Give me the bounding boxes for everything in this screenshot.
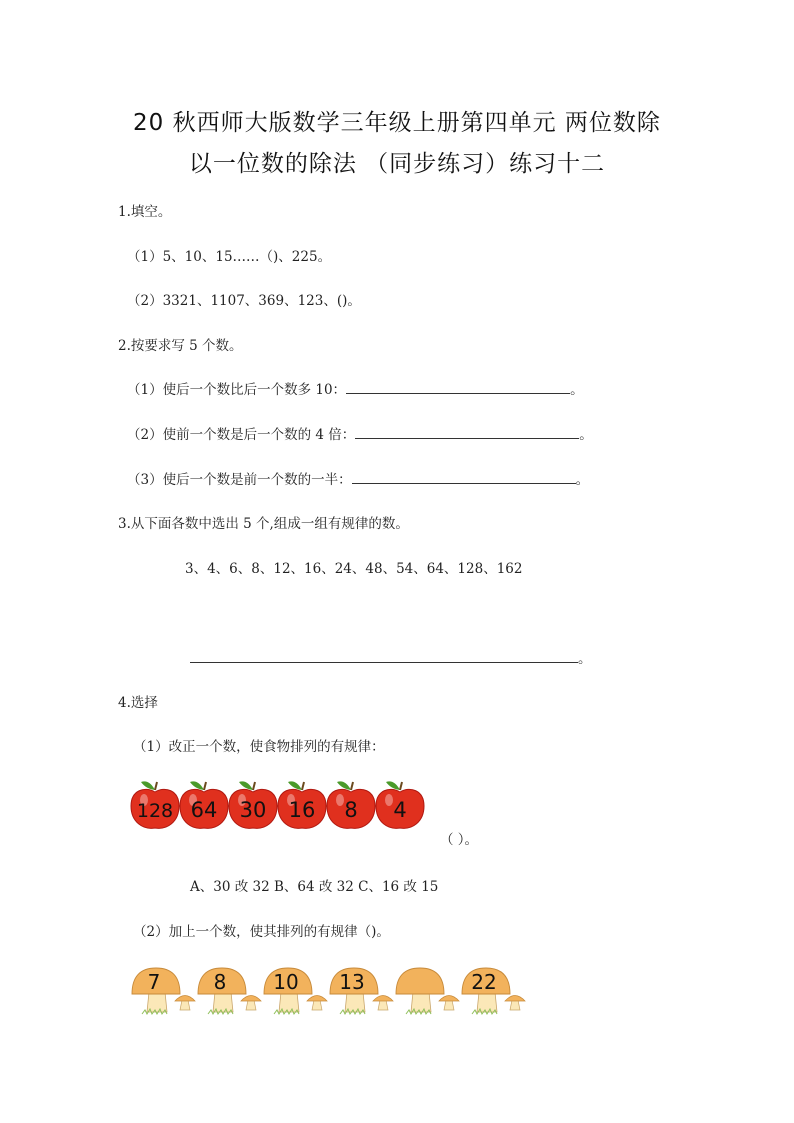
q2-item-2-text: （2）使前一个数是后一个数的 4 倍： — [127, 427, 356, 443]
q4-heading: 4.选择 — [118, 695, 158, 711]
apple-shine — [385, 794, 393, 806]
title-line-2: 以一位数的除法 （同步练习）练习十二 — [188, 151, 606, 177]
q2-answer-blank-1[interactable] — [346, 379, 570, 394]
mushroom-1 — [198, 968, 261, 1014]
apple-stem-icon — [400, 782, 402, 790]
q1-item-2: （2）3321、1107、369、123、()。 — [127, 293, 361, 309]
apple-number: 30 — [239, 798, 267, 822]
small-mushroom-stem-icon — [246, 1000, 256, 1010]
mushroom-sequence — [130, 962, 540, 1018]
q2-item-3-text: （3）使后一个数是前一个数的一半： — [127, 472, 352, 488]
apple-stem-icon — [351, 782, 353, 790]
apple-stem-icon — [302, 782, 304, 790]
apple-3 — [278, 781, 326, 828]
q4-part1-prompt: （1）改正一个数，使食物排列的有规律： — [133, 739, 385, 755]
apple-stem-icon — [155, 782, 157, 790]
q2-answer-blank-2[interactable] — [355, 424, 579, 439]
apple-leaf-icon — [190, 781, 204, 790]
mushroom-number: 10 — [273, 970, 299, 994]
apple-leaf-icon — [288, 781, 302, 790]
q2-item-1-text: （1）使后一个数比后一个数多 10： — [127, 382, 347, 398]
apple-number: 128 — [136, 800, 174, 822]
small-mushroom-cap-icon — [373, 996, 393, 1002]
mushroom-number: 22 — [471, 970, 497, 994]
mushroom-number: 13 — [339, 970, 365, 994]
q4-part1-options: A、30 改 32 B、64 改 32 C、16 改 15 — [190, 879, 439, 895]
mushroom-3 — [330, 968, 393, 1014]
apple-leaf-icon — [141, 781, 155, 790]
q2-heading: 2.按要求写 5 个数。 — [118, 338, 243, 354]
small-mushroom-stem-icon — [180, 1000, 190, 1010]
small-mushroom-cap-icon — [439, 996, 459, 1002]
apple-stem-icon — [253, 782, 255, 790]
mushroom-0 — [132, 968, 195, 1014]
apple-leaf-icon — [386, 781, 400, 790]
q2-answer-blank-3[interactable] — [352, 469, 576, 484]
small-mushroom-cap-icon — [241, 996, 261, 1002]
q3-heading: 3.从下面各数中选出 5 个,组成一组有规律的数。 — [118, 516, 409, 532]
q4-part1-answer[interactable]: （ ）。 — [440, 832, 479, 848]
apple-4 — [327, 781, 375, 828]
q2-item-2 — [127, 423, 593, 443]
q1-heading: 1.填空。 — [118, 204, 172, 220]
q2-item-1 — [127, 378, 584, 398]
mushroom-4 — [396, 968, 459, 1014]
small-mushroom-cap-icon — [505, 996, 525, 1002]
small-mushroom-cap-icon — [175, 996, 195, 1002]
apple-leaf-icon — [239, 781, 253, 790]
mushroom-2 — [264, 968, 327, 1014]
q2-item-3 — [127, 468, 589, 488]
q1-item-1: （1）5、10、15……（)、225。 — [127, 249, 332, 265]
q2-item-3-end: 。 — [575, 472, 590, 488]
mushroom-number: 7 — [147, 970, 161, 994]
q3-number-list: 3、4、6、8、12、16、24、48、54、64、128、162 — [185, 561, 523, 577]
mushroom-cap-icon — [396, 968, 444, 994]
apple-2 — [229, 781, 277, 828]
apple-number: 64 — [190, 798, 218, 822]
small-mushroom-stem-icon — [510, 1000, 520, 1010]
title-line-1: 20 秋西师大版数学三年级上册第四单元 两位数除 — [133, 110, 661, 136]
apple-shine — [336, 794, 344, 806]
apple-leaf-icon — [337, 781, 351, 790]
apple-1 — [180, 781, 228, 828]
apple-sequence — [130, 776, 430, 832]
small-mushroom-cap-icon — [307, 996, 327, 1002]
apple-0 — [131, 781, 179, 828]
small-mushroom-stem-icon — [312, 1000, 322, 1010]
mushroom-number: 8 — [213, 970, 227, 994]
apple-number: 8 — [344, 798, 358, 822]
q3-answer-end: 。 — [578, 651, 592, 667]
apple-5 — [376, 781, 424, 828]
apple-number: 4 — [393, 798, 407, 822]
small-mushroom-stem-icon — [378, 1000, 388, 1010]
q3-answer-blank[interactable] — [190, 648, 578, 663]
apple-stem-icon — [204, 782, 206, 790]
small-mushroom-stem-icon — [444, 1000, 454, 1010]
mushroom-5 — [462, 968, 525, 1014]
apple-number: 16 — [288, 798, 316, 822]
q2-item-1-end: 。 — [570, 382, 584, 398]
q3-answer — [190, 647, 592, 667]
q2-item-2-end: 。 — [579, 427, 593, 443]
q4-part2-prompt: （2）加上一个数，使其排列的有规律（)。 — [133, 924, 390, 940]
